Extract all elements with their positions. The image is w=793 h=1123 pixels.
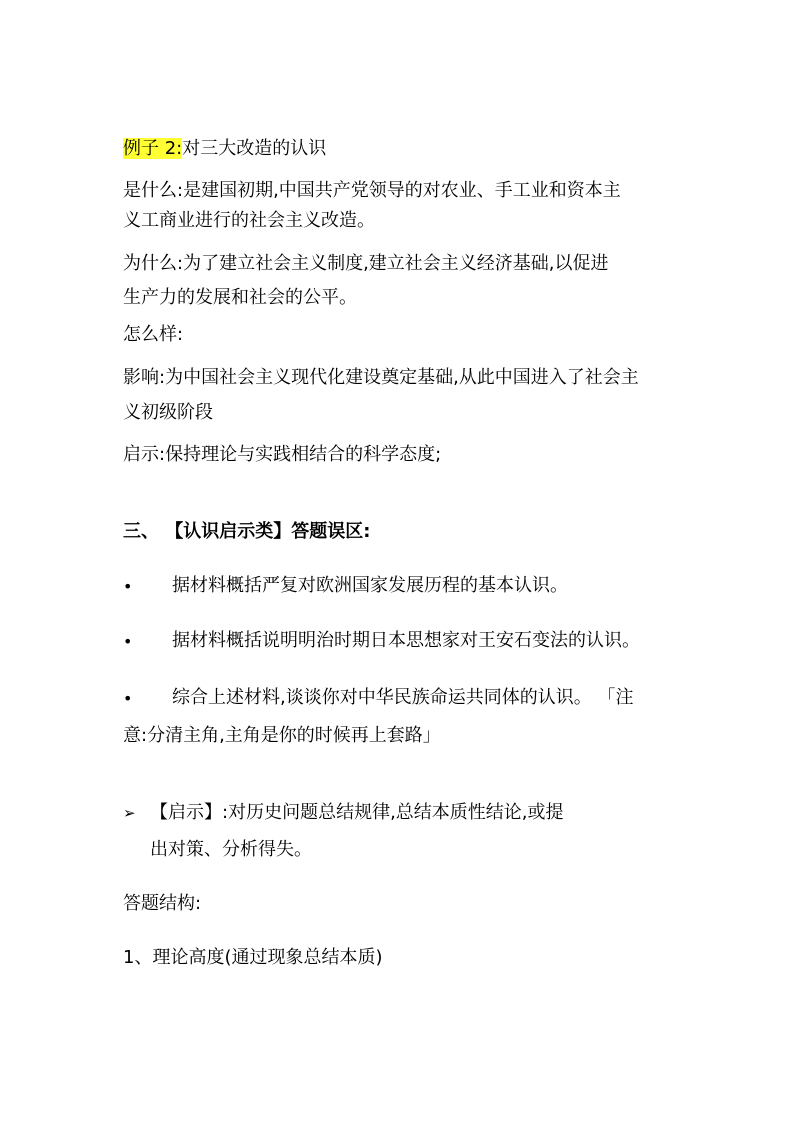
impact-line-2: 义初级阶段 bbox=[123, 402, 213, 423]
bullet-item-1: 据材料概括严复对欧洲国家发展历程的基本认识。 bbox=[172, 575, 568, 596]
tip-line-1: 【启示】:对历史问题总结规律,总结本质性结论,或提 bbox=[150, 802, 564, 823]
inspiration-line: 启示:保持理论与实践相结合的科学态度; bbox=[123, 444, 442, 465]
bullet-item-3-continued: 意:分清主角,主角是你的时候再上套路」 bbox=[123, 725, 441, 746]
what-line-2: 义工商业进行的社会主义改造。 bbox=[123, 210, 375, 231]
how-line: 怎么样: bbox=[123, 324, 184, 345]
bullet-3: • bbox=[123, 689, 133, 708]
structure-item-1: 1、理论高度(通过现象总结本质) bbox=[123, 947, 383, 968]
impact-line-1: 影响:为中国社会主义现代化建设奠定基础,从此中国进入了社会主 bbox=[123, 367, 639, 388]
tip-line-2: 出对策、分析得失。 bbox=[150, 839, 312, 860]
arrow-bullet-icon: ➢ bbox=[123, 804, 136, 822]
structure-label: 答题结构: bbox=[123, 893, 202, 914]
bullet-2: • bbox=[123, 632, 133, 651]
bullet-item-3: 综合上述材料,谈谈你对中华民族命运共同体的认识。 「注 bbox=[172, 687, 634, 708]
example-title-line bbox=[123, 137, 326, 161]
example-label: 例子 2: bbox=[123, 138, 183, 159]
what-line-1: 是什么:是建国初期,中国共产党领导的对农业、手工业和资本主 bbox=[123, 180, 621, 201]
bullet-1: • bbox=[123, 577, 133, 596]
why-line-1: 为什么:为了建立社会主义制度,建立社会主义经济基础,以促进 bbox=[123, 253, 609, 274]
example-title: 对三大改造的认识 bbox=[182, 138, 327, 159]
section-heading: 三、 【认识启示类】答题误区: bbox=[123, 521, 371, 542]
bullet-item-2: 据材料概括说明明治时期日本思想家对王安石变法的认识。 bbox=[172, 630, 640, 651]
why-line-2: 生产力的发展和社会的公平。 bbox=[123, 287, 357, 308]
